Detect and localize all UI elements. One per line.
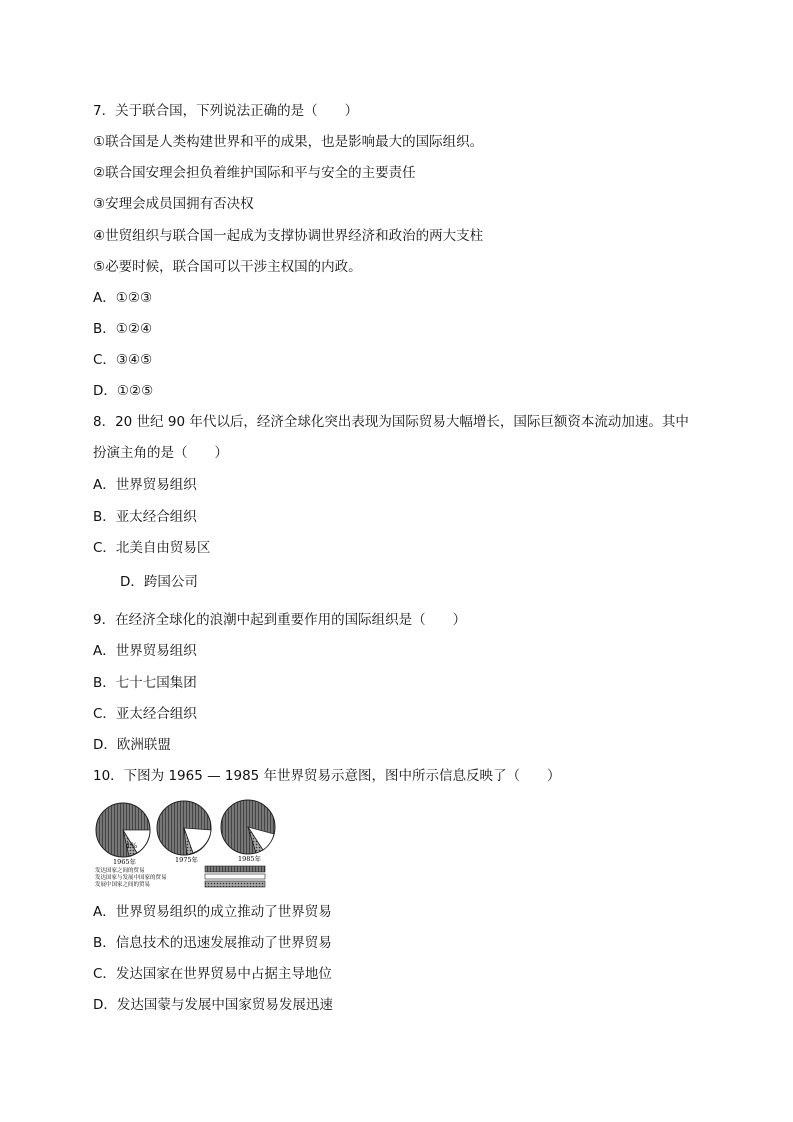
legend-label-developing: 发展中国家之间的贸易	[95, 882, 151, 888]
legend-swatch-developed-developing	[205, 874, 265, 879]
q8-option-b: B．亚太经合组织	[93, 509, 197, 525]
q9-option-d: D．欧洲联盟	[93, 737, 171, 753]
world-trade-pies-svg	[93, 798, 283, 890]
q8-option-c: C．北美自由贸易区	[93, 540, 211, 556]
legend-swatch-developed	[205, 866, 265, 872]
legend-label-developed: 发达国家之间的贸易	[95, 868, 145, 874]
legend-swatch-developing	[205, 881, 265, 887]
pie-1985	[221, 800, 275, 854]
q8-option-d: D．跨国公司	[120, 574, 198, 590]
q7-statement-5: ⑤必要时候，联合国可以干涉主权国的内政。	[93, 259, 362, 275]
q7-statement-1: ①联合国是人类构建世界和平的成果，也是影响最大的国际组织。	[93, 134, 484, 150]
q9-option-b: B．七十七国集团	[93, 675, 197, 691]
pie-1975	[157, 801, 211, 855]
q9-option-c: C．亚太经合组织	[93, 706, 197, 722]
world-trade-figure	[93, 798, 283, 890]
legend-label-developed-developing: 发达国家与发展中国家的贸易	[95, 875, 167, 881]
q9-option-a: A．世界贸易组织	[93, 643, 197, 659]
q7-statement-2: ②联合国安理会担负着维护国际和平与安全的主要责任	[93, 165, 416, 181]
q7-statement-3: ③安理会成员国拥有否决权	[93, 196, 254, 212]
q9-stem: 9．在经济全球化的浪潮中起到重要作用的国际组织是（ ）	[93, 612, 467, 628]
q7-stem: 7．关于联合国，下列说法正确的是（ ）	[93, 103, 359, 119]
q10-option-d: D．发达国蒙与发展中国家贸易发展迅速	[93, 997, 333, 1013]
q10-option-b: B．信息技术的迅速发展推动了世界贸易	[93, 935, 332, 951]
q10-option-c: C．发达国家在世界贸易中占据主导地位	[93, 966, 332, 982]
q8-stem-line-1: 8．20 世纪 90 年代以后，经济全球化突出表现为国际贸易大幅增长，国际巨额资本流动加速。其中	[93, 414, 689, 430]
year-label-1975: 1975年	[175, 856, 199, 864]
q7-option-b: B．①②④	[93, 321, 153, 337]
q8-option-a: A．世界贸易组织	[93, 477, 197, 493]
pie-1965	[96, 803, 150, 857]
year-label-1985: 1985年	[238, 855, 262, 863]
q8-stem-line-2: 扮演主角的是（ ）	[93, 445, 228, 461]
pie-1965-label: 1%	[126, 842, 138, 850]
q10-option-a: A．世界贸易组织的成立推动了世界贸易	[93, 904, 332, 920]
q7-option-a: A．①②③	[93, 290, 153, 306]
q7-statement-4: ④世贸组织与联合国一起成为支撑协调世界经济和政治的两大支柱	[93, 228, 484, 244]
q7-option-c: C．③④⑤	[93, 352, 153, 368]
year-label-1965: 1965年	[113, 858, 137, 866]
q10-stem: 10．下图为 1965 — 1985 年世界贸易示意图，图中所示信息反映了（ ）	[93, 768, 561, 784]
q7-option-d: D．①②⑤	[93, 383, 154, 399]
